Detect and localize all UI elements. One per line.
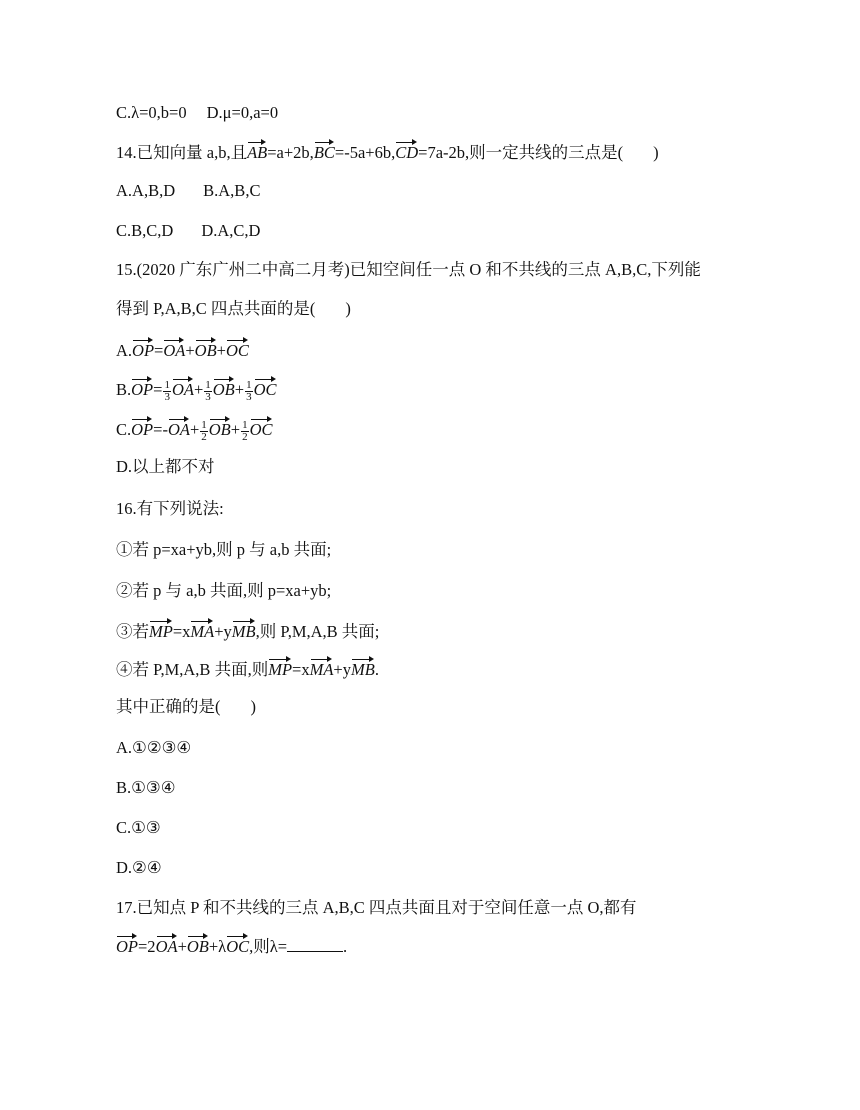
vector-ob: OB xyxy=(187,933,209,955)
vector-cd: CD xyxy=(395,139,418,161)
statement-1: ①若 p=xa+yb,则 p 与 a,b 共面; xyxy=(116,540,332,559)
vector-op: OP xyxy=(131,376,153,398)
q17-text: . xyxy=(343,937,348,956)
vector-oa: OA xyxy=(163,337,185,359)
q14-options-cd xyxy=(116,220,260,242)
question-15-line2 xyxy=(116,298,351,320)
q15-option-b xyxy=(116,376,277,403)
option-c: C.λ=0,b=0 xyxy=(116,103,187,122)
q15-option-a xyxy=(116,337,249,362)
statement-text: +y xyxy=(333,660,351,679)
q15-option-d: D.以上都不对 xyxy=(116,457,215,476)
q17-text: ,则λ= xyxy=(249,937,288,956)
operator: + xyxy=(193,380,204,399)
option-label: B. xyxy=(116,380,132,399)
question-16: 16.有下列说法: xyxy=(116,499,224,518)
operator: + xyxy=(234,380,245,399)
vector-op: OP xyxy=(131,416,153,438)
question-17-line2 xyxy=(116,933,347,958)
fraction xyxy=(200,420,208,443)
denominator: 2 xyxy=(201,430,207,443)
q14-options-ab xyxy=(116,180,260,202)
statement-4 xyxy=(116,656,379,681)
denominator: 2 xyxy=(242,430,248,443)
vector-oc: OC xyxy=(250,416,273,438)
statement-text: ④若 P,M,A,B 共面,则 xyxy=(116,660,269,679)
operator: = xyxy=(154,341,164,360)
statement-3 xyxy=(116,618,379,643)
numerator: 1 xyxy=(201,418,207,431)
vector-ob: OB xyxy=(209,416,231,438)
option-b: B.A,B,C xyxy=(203,181,261,200)
vector-mp: MP xyxy=(149,618,173,640)
q16-option-c: C.①③ xyxy=(116,818,161,837)
option-a: A.A,B,D xyxy=(116,181,176,200)
operator: =- xyxy=(153,420,168,439)
vector-oa: OA xyxy=(172,376,194,398)
q17-text: +λ xyxy=(208,937,227,956)
q14-text: =a+2b, xyxy=(267,143,314,162)
vector-oc: OC xyxy=(226,337,249,359)
vector-mp: MP xyxy=(268,656,292,678)
q14-text: =7a-2b,则一定共线的三点是( xyxy=(418,143,624,162)
q17-text: =2 xyxy=(138,937,156,956)
numerator: 1 xyxy=(242,418,248,431)
q15-text: 得到 P,A,B,C 四点共面的是( xyxy=(116,299,316,318)
answer-blank xyxy=(287,937,343,952)
q14-text: ) xyxy=(653,143,659,162)
q16-ask xyxy=(116,696,256,718)
vector-ma: MA xyxy=(310,656,334,678)
operator: + xyxy=(185,341,195,360)
statement-text: . xyxy=(374,660,379,679)
numerator: 1 xyxy=(246,378,252,391)
option-d: D.A,C,D xyxy=(201,221,261,240)
denominator: 3 xyxy=(164,390,170,403)
operator: + xyxy=(189,420,200,439)
denominator: 3 xyxy=(205,390,211,403)
statement-text: ③若 xyxy=(116,622,149,641)
q13-options-cd xyxy=(116,102,278,124)
fraction xyxy=(204,380,212,403)
vector-op: OP xyxy=(132,337,154,359)
q14-text: 14.已知向量 a,b,且 xyxy=(116,143,248,162)
fraction xyxy=(245,380,253,403)
vector-ma: MA xyxy=(190,618,214,640)
vector-bc: BC xyxy=(314,139,335,161)
option-label: A. xyxy=(116,341,133,360)
statement-text: +y xyxy=(214,622,232,641)
numerator: 1 xyxy=(164,378,170,391)
vector-ob: OB xyxy=(195,337,217,359)
q15-option-c xyxy=(116,416,273,443)
q15-text: ) xyxy=(345,299,351,318)
q16-ask-text: ) xyxy=(250,697,256,716)
vector-oc: OC xyxy=(226,933,249,955)
operator: + xyxy=(230,420,241,439)
operator: = xyxy=(153,380,163,399)
vector-oa: OA xyxy=(156,933,178,955)
statement-2: ②若 p 与 a,b 共面,则 p=xa+yb; xyxy=(116,581,332,600)
numerator: 1 xyxy=(205,378,211,391)
vector-mb: MB xyxy=(351,656,375,678)
vector-ab: AB xyxy=(247,139,267,161)
option-d: D.μ=0,a=0 xyxy=(206,103,279,122)
fraction xyxy=(241,420,249,443)
vector-mb: MB xyxy=(232,618,256,640)
q16-option-d: D.②④ xyxy=(116,858,162,877)
vector-op: OP xyxy=(116,933,138,955)
vector-ob: OB xyxy=(213,376,235,398)
statement-text: =x xyxy=(292,660,310,679)
q16-option-a: A.①②③④ xyxy=(116,738,192,757)
vector-oa: OA xyxy=(168,416,190,438)
option-c: C.B,C,D xyxy=(116,221,174,240)
q17-text: + xyxy=(177,937,187,956)
fraction xyxy=(163,380,171,403)
question-15-line1: 15.(2020 广东广州二中高二月考)已知空间任一点 O 和不共线的三点 A,B,C,下列能 xyxy=(116,260,701,279)
vector-oc: OC xyxy=(254,376,277,398)
q14-text: =-5a+6b, xyxy=(334,143,396,162)
question-14 xyxy=(116,139,659,164)
statement-text: ,则 P,M,A,B 共面; xyxy=(255,622,380,641)
operator: + xyxy=(216,341,226,360)
denominator: 3 xyxy=(246,390,252,403)
q16-option-b: B.①③④ xyxy=(116,778,176,797)
statement-text: =x xyxy=(172,622,191,641)
option-label: C. xyxy=(116,420,132,439)
q16-ask-text: 其中正确的是( xyxy=(116,697,221,716)
question-17-line1: 17.已知点 P 和不共线的三点 A,B,C 四点共面且对于空间任意一点 O,都有 xyxy=(116,898,637,917)
